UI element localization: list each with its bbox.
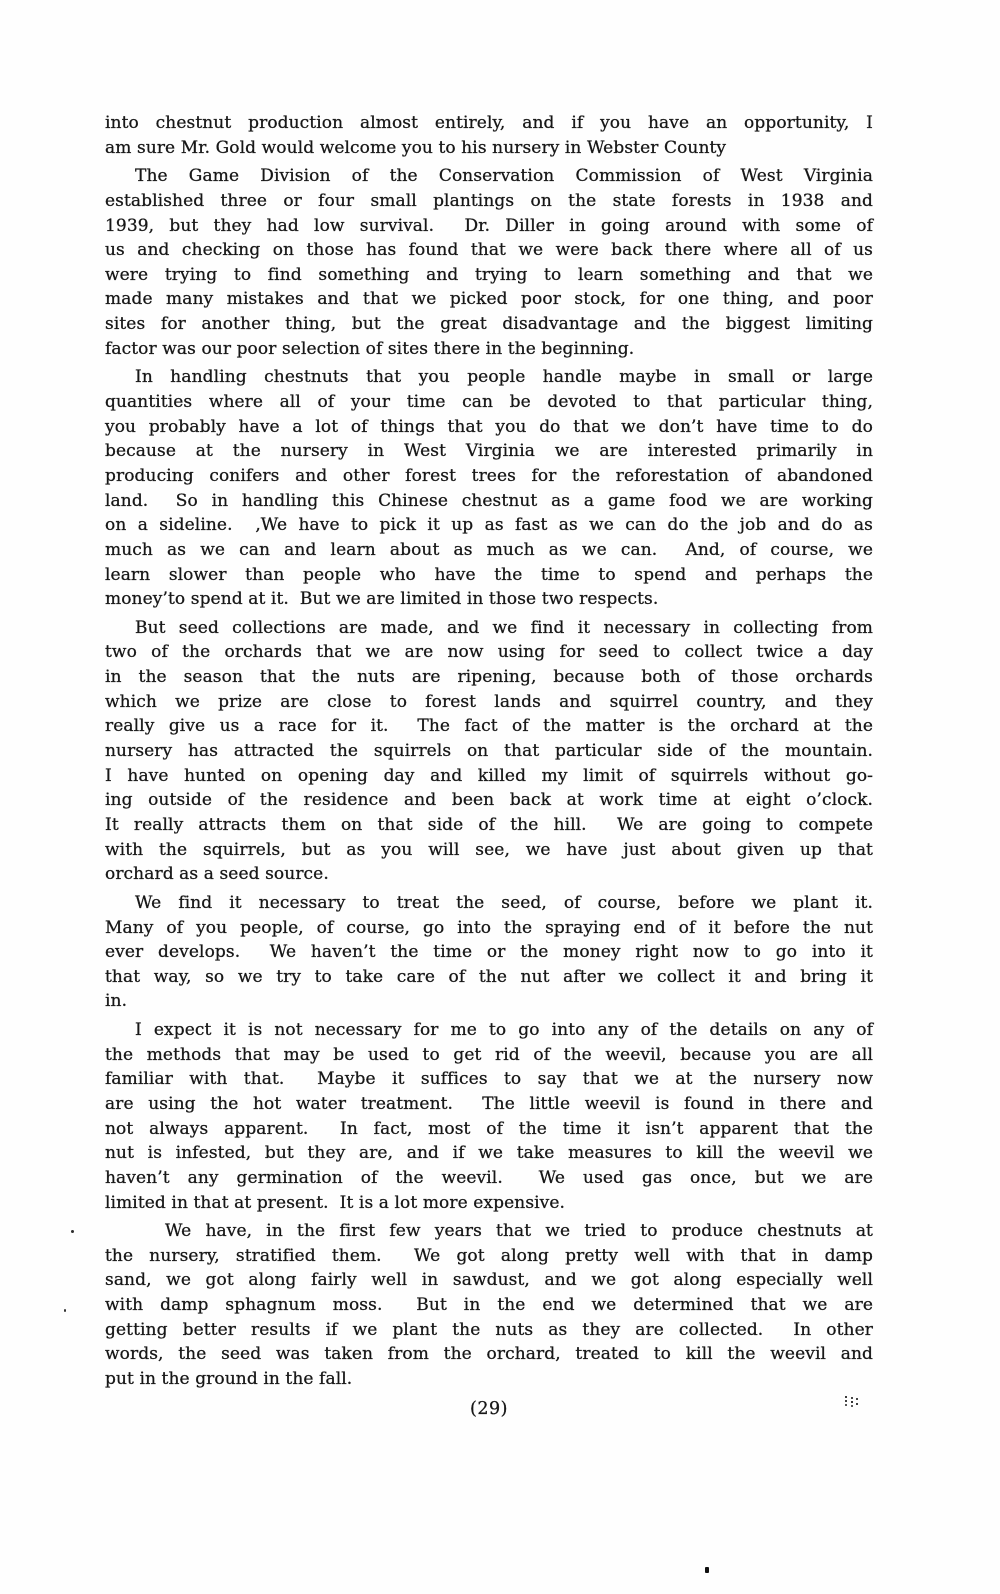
text-line: I have hunted on opening day and killed my limit of squirrels without go- <box>105 765 873 786</box>
text-line: It really attracts them on that side of the hill. We are going to compete <box>105 814 873 835</box>
text-line: really give us a race for it. The fact of the matter is the orchard at the <box>105 716 873 737</box>
text-line: land. So in handling this Chinese chestnut as a game food we are working <box>105 490 873 511</box>
text-line: on a sideline. ‚We have to pick it up as fast as we can do the job and do as <box>105 515 873 536</box>
text-line: were trying to find something and trying to learn something and that we <box>105 264 873 285</box>
text-line: factor was our poor selection of sites there in the beginning. <box>105 338 635 359</box>
scan-artifact-speck <box>64 1309 66 1312</box>
paragraph <box>105 891 873 1014</box>
text-line: familiar with that. Maybe it suffices to say that we at the nursery now <box>105 1069 873 1090</box>
paragraph <box>105 1018 873 1215</box>
text-line: nut is infested, but they are, and if we take measures to kill the weevil we <box>105 1143 873 1164</box>
text-line: 1939, but they had low survival. Dr. Diller in going around with some of <box>105 215 873 236</box>
text-line: the nursery, stratified them. We got along pretty well with that in damp <box>105 1245 873 1266</box>
text-line: into chestnut production almost entirely, and if you have an opportunity, I <box>105 113 873 133</box>
text-line: sites for another thing, but the great disadvantage and the biggest limiting <box>105 314 873 335</box>
text-line: sand, we got along fairly well in sawdust, and we got along especially well <box>105 1270 873 1291</box>
text-line: getting better results if we plant the nuts as they are collected. In other <box>105 1319 873 1340</box>
text-line: not always apparent. In fact, most of the time it isn’t apparent that the <box>105 1118 873 1139</box>
text-line: I expect it is not necessary for me to go into any of the details on any of <box>135 1020 873 1041</box>
text-line: Many of you people, of course, go into the spraying end of it before the nut <box>105 917 873 938</box>
text-line: because at the nursery in West Virginia we are interested primarily in <box>105 441 873 462</box>
text-line: which we prize are close to forest lands and squirrel country, and they <box>105 691 873 712</box>
text-block <box>105 111 873 1392</box>
text-line: orchard as a seed source. <box>105 864 329 885</box>
text-line: learn slower than people who have the time to spend and perhaps the <box>105 564 873 585</box>
text-line: us and checking on those has found that we were back there where all of us <box>105 240 873 261</box>
text-line: The Game Division of the Conservation Commission of West Virginia <box>135 166 873 187</box>
text-line: In handling chestnuts that you people handle maybe in small or large <box>135 367 873 388</box>
text-line: you probably have a lot of things that you do that we don’t have time to do <box>105 416 873 437</box>
scan-artifact-speck <box>71 1230 74 1233</box>
text-line: quantities where all of your time can be devoted to that particular thing, <box>105 392 873 413</box>
paragraph <box>105 164 873 361</box>
text-line: with damp sphagnum moss. But in the end we determined that we are <box>105 1295 873 1316</box>
text-line: We have, in the first few years that we tried to produce chestnuts at <box>165 1221 873 1242</box>
text-line: But seed collections are made, and we find it necessary in collecting from <box>135 617 873 638</box>
text-line: limited in that at present. It is a lot more expensive. <box>105 1192 566 1213</box>
scan-artifact-speck <box>705 1567 709 1573</box>
paragraph <box>105 111 873 160</box>
text-line: in the season that the nuts are ripening, because both of those orchards <box>105 667 873 688</box>
text-line: ing outside of the residence and been back at work time at eight o’clock. <box>105 790 873 811</box>
paragraph <box>105 1219 873 1391</box>
text-line: the methods that may be used to get rid of the weevil, because you are all <box>105 1044 873 1065</box>
text-line: haven’t any germination of the weevil. We used gas once, but we are <box>105 1167 873 1188</box>
text-line: am sure Mr. Gold would welcome you to his nursery in Webster County <box>105 137 727 158</box>
text-line: We find it necessary to treat the seed, of course, before we plant it. <box>135 892 873 913</box>
text-line: in. <box>105 991 128 1012</box>
text-line: that way, so we try to take care of the nut after we collect it and bring it <box>105 966 873 987</box>
scan-artifact-smudge <box>845 1396 847 1398</box>
text-line: producing conifers and other forest trees for the reforestation of abandoned <box>105 465 873 486</box>
text-line: words, the seed was taken from the orchard, treated to kill the weevil and <box>105 1344 873 1365</box>
text-line: money’to spend at it. But we are limited in those two respects. <box>105 589 659 610</box>
text-line: put in the ground in the fall. <box>105 1369 353 1390</box>
text-line: two of the orchards that we are now using for seed to collect twice a day <box>105 642 873 663</box>
text-line: with the squirrels, but as you will see, we have just about given up that <box>105 839 873 860</box>
paragraph <box>105 616 873 887</box>
text-line: ever develops. We haven’t the time or the money right now to go into it <box>105 942 873 963</box>
paragraph <box>105 365 873 611</box>
text-line: made many mistakes and that we picked poor stock, for one thing, and poor <box>105 289 873 310</box>
text-line: much as we can and learn about as much as we can. And, of course, we <box>105 539 873 560</box>
page-number: (29) <box>470 1399 508 1419</box>
text-line: are using the hot water treatment. The little weevil is found in there and <box>105 1093 873 1114</box>
text-line: established three or four small plantings on the state forests in 1938 and <box>105 190 873 211</box>
text-line: nursery has attracted the squirrels on that particular side of the mountain. <box>105 741 873 762</box>
